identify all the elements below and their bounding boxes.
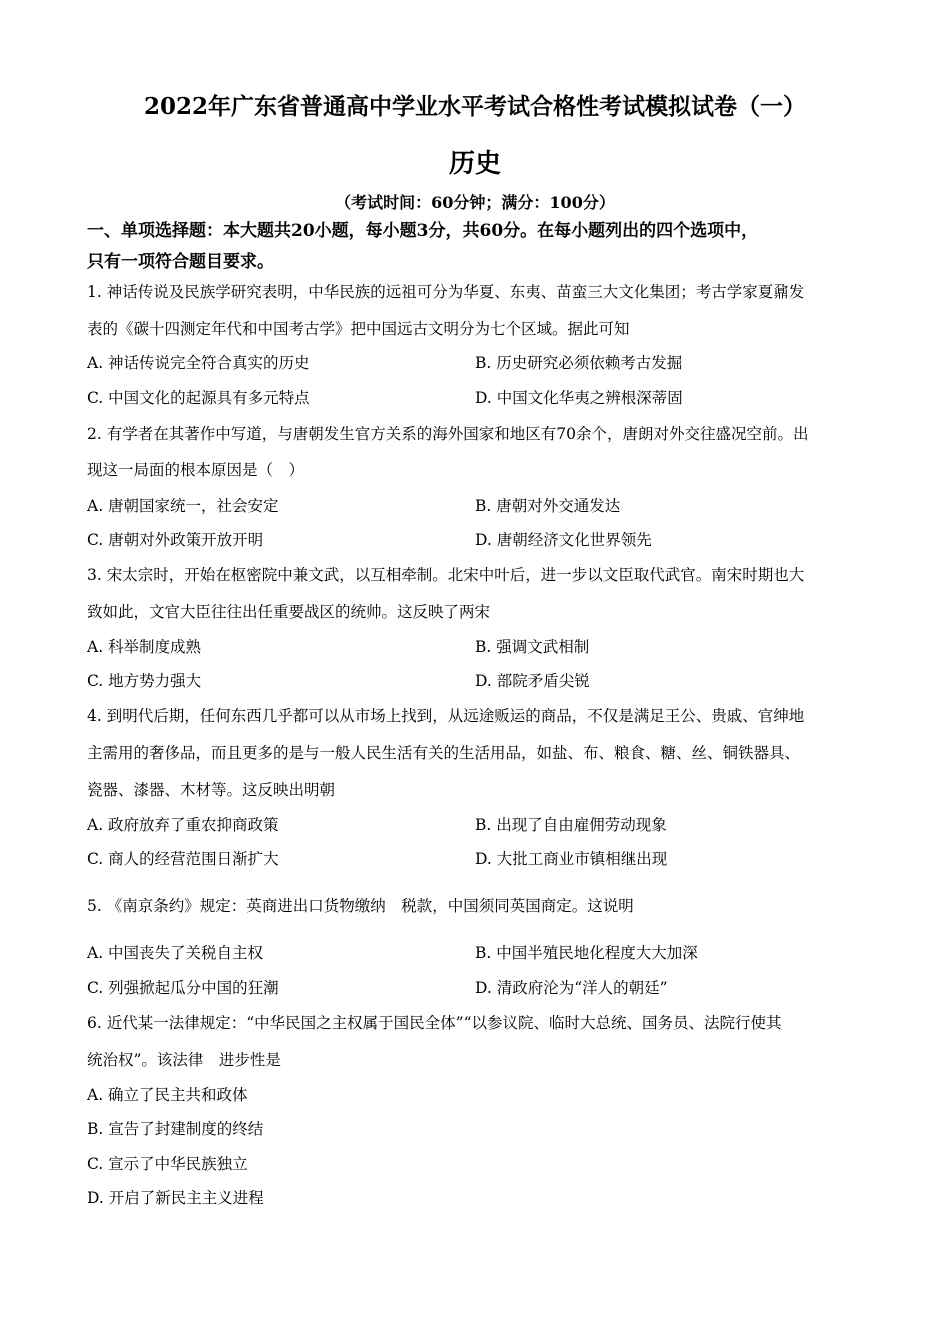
question-2-text: 2. 有学者在其著作中写道，与唐朝发生官方关系的海外国家和地区有70余个，唐朗对外交往盛况空前。出 [87,425,809,443]
question-4-text: 瓷器、漆器、木材等。这反映出明朝 [87,781,336,799]
question-6-option-d: D. 开启了新民主主义进程 [87,1189,264,1207]
question-2-option-a: A. 唐朝国家统一，社会安定 [87,497,279,515]
question-4-text: 主需用的奢侈品，而且更多的是与一般人民生活有关的生活用品，如盐、布、粮食、糖、丝、铜铁器具、 [87,744,801,762]
question-6-text: 6. 近代某一法律规定：“中华民国之主权属于国民全体”“以参议院、临时大总统、国务员、法院行使其 [87,1014,782,1032]
question-4-option-b: B. 出现了自由雇佣劳动现象 [475,816,667,834]
question-1-option-b: B. 历史研究必须依赖考古发掘 [475,354,683,372]
subject-title: 历史 [448,149,501,179]
question-2-option-c: C. 唐朝对外政策开放开明 [87,531,264,549]
question-5-option-b: B. 中国半殖民地化程度大大加深 [475,944,698,962]
question-4-option-d: D. 大批工商业市镇相继出现 [475,850,668,868]
question-1-text: 1. 神话传说及民族学研究表明，中华民族的远祖可分为华夏、东夷、苗蛮三大文化集团；考古学家夏鼐发 [87,283,805,301]
section-heading-line: 只有一项符合题目要求。 [87,252,274,272]
section-heading [87,216,867,278]
question-3-option-c: C. 地方势力强大 [87,672,202,690]
question-4-option-a: A. 政府放弃了重农抑商政策 [87,816,279,834]
question-3-option-b: B. 强调文武相制 [475,638,590,656]
question-5-option-a: A. 中国丧失了关税自主权 [87,944,264,962]
question-1-option-a: A. 神话传说完全符合真实的历史 [87,354,310,372]
question-6-option-c: C. 宣示了中华民族独立 [87,1155,248,1173]
question-6-option-b: B. 宣告了封建制度的终结 [87,1120,264,1138]
question-5-text: 5. 《南京条约》规定：英商进出口货物缴纳 税款，中国须同英国商定。这说明 [87,897,634,915]
section-heading-line: 一、单项选择题：本大题共20小题，每小题3分，共60分。在每小题列出的四个选项中， [87,221,759,241]
question-4-text: 4. 到明代后期，任何东西几乎都可以从市场上找到，从远途贩运的商品，不仅是满足王公、贵戚、官绅地 [87,707,805,725]
question-2-option-d: D. 唐朝经济文化世界领先 [475,531,652,549]
question-1-option-d: D. 中国文化华夷之辨根深蒂固 [475,389,683,407]
question-1-text: 表的《碳十四测定年代和中国考古学》把中国远古文明分为七个区域。据此可知 [87,320,630,338]
question-5-option-c: C. 列强掀起瓜分中国的狂潮 [87,979,279,997]
question-3-text: 致如此，文官大臣往往出任重要战区的统帅。这反映了两宋 [87,603,491,621]
question-2-text: 现这一局面的根本原因是（ ） [87,461,305,479]
question-2-option-b: B. 唐朝对外交通发达 [475,497,621,515]
question-3-option-d: D. 部院矛盾尖锐 [475,672,590,690]
question-6-option-a: A. 确立了民主共和政体 [87,1086,248,1104]
question-3-text: 3. 宋太宗时，开始在枢密院中兼文武，以互相牵制。北宋中叶后，进一步以文臣取代武官。南宋时期也大 [87,566,805,584]
exam-title: 2022年广东省普通高中学业水平考试合格性考试模拟试卷（一） [143,93,806,120]
question-4-option-c: C. 商人的经营范围日渐扩大 [87,850,279,868]
question-5-option-d: D. 清政府沦为“洋人的朝廷” [475,979,668,997]
question-1-option-c: C. 中国文化的起源具有多元特点 [87,389,310,407]
question-6-text: 统治权”。该法律 进步性是 [87,1051,281,1069]
exam-info: （考试时间：60分钟；满分：100分） [335,193,615,212]
question-3-option-a: A. 科举制度成熟 [87,638,202,656]
